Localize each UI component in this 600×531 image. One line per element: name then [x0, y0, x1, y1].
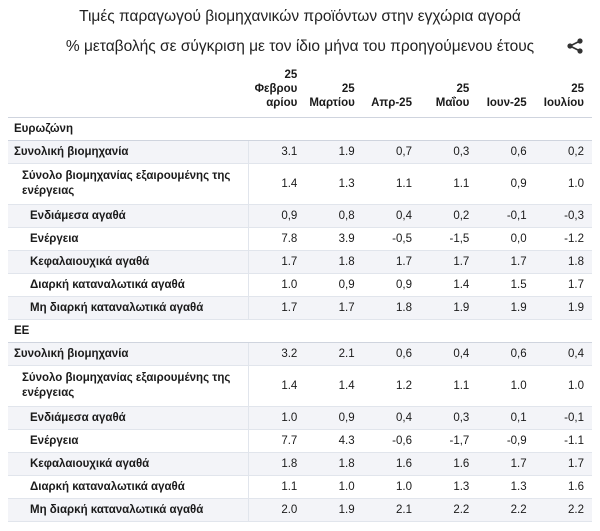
value-cell: 0,6 [477, 140, 534, 163]
column-header-line: Ιουλίου [543, 96, 584, 109]
value-cell: 0,3 [420, 140, 477, 163]
value-cell: 0,6 [477, 342, 534, 365]
value-cell: 0,7 [363, 140, 420, 163]
value-cell: 0,2 [535, 140, 592, 163]
table-row [8, 429, 592, 452]
value-cell: 1.8 [535, 250, 592, 273]
value-cell: 1.9 [420, 296, 477, 319]
table-row [8, 365, 592, 406]
column-header[interactable] [477, 62, 534, 117]
data-table [8, 62, 592, 522]
value-cell: 0,9 [305, 273, 362, 296]
column-header[interactable] [420, 62, 477, 117]
column-header-line: 25 [341, 82, 355, 95]
table-row [8, 140, 592, 163]
value-cell: -1,5 [420, 227, 477, 250]
value-cell: 1.8 [363, 296, 420, 319]
value-cell: 1.8 [305, 452, 362, 475]
value-cell: 1.4 [420, 273, 477, 296]
table-row [8, 498, 592, 521]
value-cell: 1.8 [248, 452, 305, 475]
value-cell: -0,5 [363, 227, 420, 250]
column-header-line: 25 [571, 82, 584, 95]
value-cell: 0,8 [305, 204, 362, 227]
value-cell: 0,9 [477, 163, 534, 204]
value-cell: 0,2 [420, 204, 477, 227]
value-cell: -1,7 [420, 429, 477, 452]
value-cell: 1.1 [248, 475, 305, 498]
group-header-row [8, 117, 592, 140]
row-label: Σύνολο βιομηχανίας εξαιρουμένης της ενέργειας [8, 163, 248, 204]
table-row [8, 273, 592, 296]
value-cell: 1.1 [420, 365, 477, 406]
value-cell: 0,9 [248, 204, 305, 227]
row-label: Ενδιάμεσα αγαθά [8, 406, 248, 429]
value-cell: -1.1 [535, 429, 592, 452]
value-cell: 2.2 [420, 498, 477, 521]
value-cell: 1.0 [248, 273, 305, 296]
table-row [8, 227, 592, 250]
column-header[interactable] [248, 62, 305, 117]
value-cell: 1.4 [248, 365, 305, 406]
column-header-line: 25 [284, 68, 298, 81]
value-cell: -1.2 [535, 227, 592, 250]
value-cell: 2.0 [248, 498, 305, 521]
column-header-line: Φεβρου [254, 82, 298, 95]
value-cell: 7.8 [248, 227, 305, 250]
group-header-row [8, 319, 592, 342]
value-cell: 1.3 [305, 163, 362, 204]
value-cell: 0,4 [535, 342, 592, 365]
value-cell: 3.1 [248, 140, 305, 163]
value-cell: 1.4 [248, 163, 305, 204]
column-header-line: αρίου [266, 96, 298, 109]
table-row [8, 342, 592, 365]
value-cell: 0,4 [420, 342, 477, 365]
value-cell: 3.2 [248, 342, 305, 365]
value-cell: 1.9 [535, 296, 592, 319]
column-header-line: Μαρτίου [309, 96, 355, 109]
value-cell: 1.3 [420, 475, 477, 498]
column-header[interactable] [305, 62, 362, 117]
table-row [8, 163, 592, 204]
value-cell: 0,9 [305, 406, 362, 429]
value-cell: 1.0 [248, 406, 305, 429]
value-cell: 0,4 [363, 204, 420, 227]
value-cell: -0,9 [477, 429, 534, 452]
value-cell: 1.0 [305, 475, 362, 498]
column-header-line: Μαΐου [435, 96, 470, 109]
table-row [8, 296, 592, 319]
row-label: Ενέργεια [8, 227, 248, 250]
value-cell: 1.0 [535, 163, 592, 204]
value-cell: -0,1 [535, 406, 592, 429]
value-cell: 1.7 [477, 452, 534, 475]
value-cell: -0,6 [363, 429, 420, 452]
row-label: Συνολική βιομηχανία [8, 140, 248, 163]
value-cell: 1.9 [305, 498, 362, 521]
table-subtitle: % μεταβολής σε σύγκριση με τον ίδιο μήνα του προηγούμενου έτους [65, 38, 535, 55]
value-cell: 1.7 [305, 296, 362, 319]
row-label: Συνολική βιομηχανία [8, 342, 248, 365]
row-label: Διαρκή καταναλωτικά αγαθά [8, 273, 248, 296]
column-header-line: Ιουν-25 [486, 96, 527, 109]
value-cell: 3.9 [305, 227, 362, 250]
value-cell: 1.2 [363, 365, 420, 406]
value-cell: 0,9 [363, 273, 420, 296]
column-header[interactable] [535, 62, 592, 117]
value-cell: 0,3 [420, 406, 477, 429]
column-header-line: Απρ-25 [371, 96, 412, 109]
table-title: Τιμές παραγωγού βιομηχανικών προϊόντων στην εγχώρια αγορά [79, 8, 521, 25]
row-label: Ενδιάμεσα αγαθά [8, 204, 248, 227]
group-name: ΕΕ [8, 319, 592, 342]
value-cell: 1.6 [535, 475, 592, 498]
value-cell: 1.7 [477, 250, 534, 273]
table-row [8, 452, 592, 475]
value-cell: 1.7 [420, 250, 477, 273]
column-header[interactable] [363, 62, 420, 117]
group-name: Ευρωζώνη [8, 117, 592, 140]
value-cell: 1.8 [305, 250, 362, 273]
value-cell: 1.6 [420, 452, 477, 475]
value-cell: -0,1 [477, 204, 534, 227]
header-row [8, 62, 592, 117]
value-cell: 0,1 [477, 406, 534, 429]
value-cell: 1.7 [248, 250, 305, 273]
value-cell: 0,4 [363, 406, 420, 429]
table-row [8, 475, 592, 498]
value-cell: 1.5 [477, 273, 534, 296]
value-cell: -0,3 [535, 204, 592, 227]
row-label: Σύνολο βιομηχανίας εξαιρουμένης της ενέργειας [8, 365, 248, 406]
header-blank [8, 62, 248, 117]
value-cell: 1.7 [535, 273, 592, 296]
row-label: Μη διαρκή καταναλωτικά αγαθά [8, 498, 248, 521]
value-cell: 2.2 [535, 498, 592, 521]
value-cell: 1.7 [535, 452, 592, 475]
row-label: Μη διαρκή καταναλωτικά αγαθά [8, 296, 248, 319]
value-cell: 1.1 [420, 163, 477, 204]
row-label: Διαρκή καταναλωτικά αγαθά [8, 475, 248, 498]
value-cell: 1.7 [248, 296, 305, 319]
value-cell: 1.3 [477, 475, 534, 498]
row-label: Κεφαλαιουχικά αγαθά [8, 452, 248, 475]
value-cell: 1.0 [535, 365, 592, 406]
table-row [8, 250, 592, 273]
row-label: Ενέργεια [8, 429, 248, 452]
value-cell: 1.9 [305, 140, 362, 163]
value-cell: 1.7 [363, 250, 420, 273]
value-cell: 2.2 [477, 498, 534, 521]
column-header-line: 25 [456, 82, 470, 95]
table-row [8, 406, 592, 429]
value-cell: 1.4 [305, 365, 362, 406]
value-cell: 4.3 [305, 429, 362, 452]
value-cell: 1.0 [477, 365, 534, 406]
share-icon[interactable] [563, 36, 587, 56]
row-label: Κεφαλαιουχικά αγαθά [8, 250, 248, 273]
value-cell: 0,0 [477, 227, 534, 250]
value-cell: 1.0 [363, 475, 420, 498]
value-cell: 2.1 [363, 498, 420, 521]
table-row [8, 204, 592, 227]
value-cell: 2.1 [305, 342, 362, 365]
value-cell: 0,6 [363, 342, 420, 365]
value-cell: 1.6 [363, 452, 420, 475]
value-cell: 1.9 [477, 296, 534, 319]
value-cell: 1.1 [363, 163, 420, 204]
value-cell: 7.7 [248, 429, 305, 452]
